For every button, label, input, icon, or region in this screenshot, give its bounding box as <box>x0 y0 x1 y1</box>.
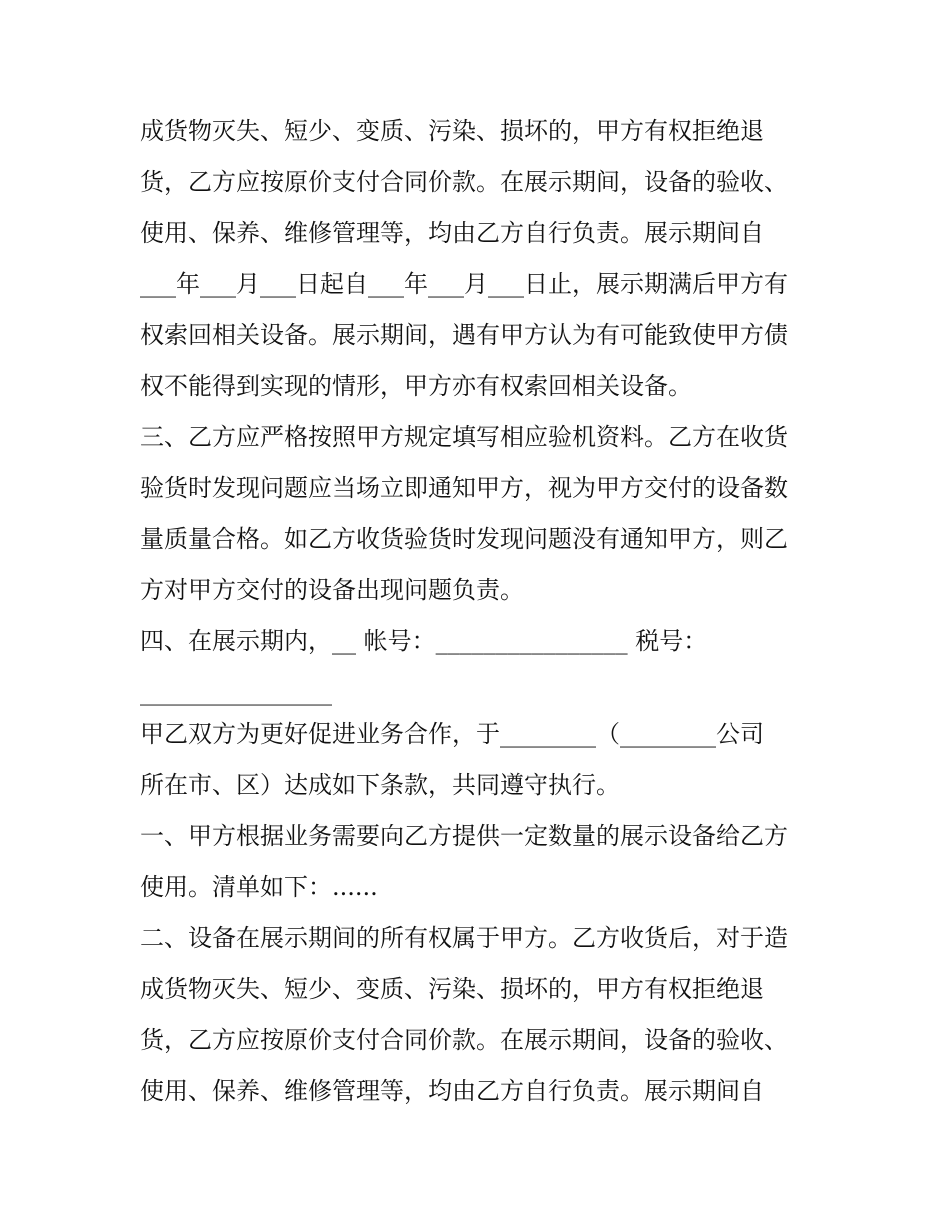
text-line: 使用。清单如下：...... <box>140 873 378 901</box>
text-line: 二、设备在展示期间的所有权属于甲方。乙方收货后，对于造 <box>140 924 788 952</box>
text-line: 货，乙方应按原价支付合同价款。在展示期间，设备的验收、 <box>140 1026 788 1054</box>
text-line: 权不能得到实现的情形，甲方亦有权索回相关设备。 <box>140 372 692 400</box>
text-line: 四、在展示期内，__ 帐号：________________ 税号： <box>140 627 708 655</box>
text-line: 使用、保养、维修管理等，均由乙方自行负责。展示期间自 <box>140 1077 764 1105</box>
text-line: 三、乙方应严格按照甲方规定填写相应验机资料。乙方在收货 <box>140 423 788 451</box>
text-line: 所在市、区）达成如下条款，共同遵守执行。 <box>140 771 620 799</box>
text-line: 一、甲方根据业务需要向乙方提供一定数量的展示设备给乙方 <box>140 822 788 850</box>
text-line: 成货物灭失、短少、变质、污染、损坏的，甲方有权拒绝退 <box>140 117 764 145</box>
text-line: 方对甲方交付的设备出现问题负责。 <box>140 576 524 604</box>
text-line: ___年___月___日起自___年___月___日止，展示期满后甲方有 <box>140 270 788 298</box>
text-line: 量质量合格。如乙方收货验货时发现问题没有通知甲方，则乙 <box>140 525 788 553</box>
text-line: 权索回相关设备。展示期间，遇有甲方认为有可能致使甲方债 <box>140 321 788 349</box>
text-line: 货，乙方应按原价支付合同价款。在展示期间，设备的验收、 <box>140 168 788 196</box>
text-line: 成货物灭失、短少、变质、污染、损坏的，甲方有权拒绝退 <box>140 975 764 1003</box>
text-line: 甲乙双方为更好促进业务合作，于________（________公司 <box>140 720 764 748</box>
text-line: 验货时发现问题应当场立即通知甲方，视为甲方交付的设备数 <box>140 474 788 502</box>
text-line: ________________ <box>140 678 332 706</box>
text-line: 使用、保养、维修管理等，均由乙方自行负责。展示期间自 <box>140 219 764 247</box>
